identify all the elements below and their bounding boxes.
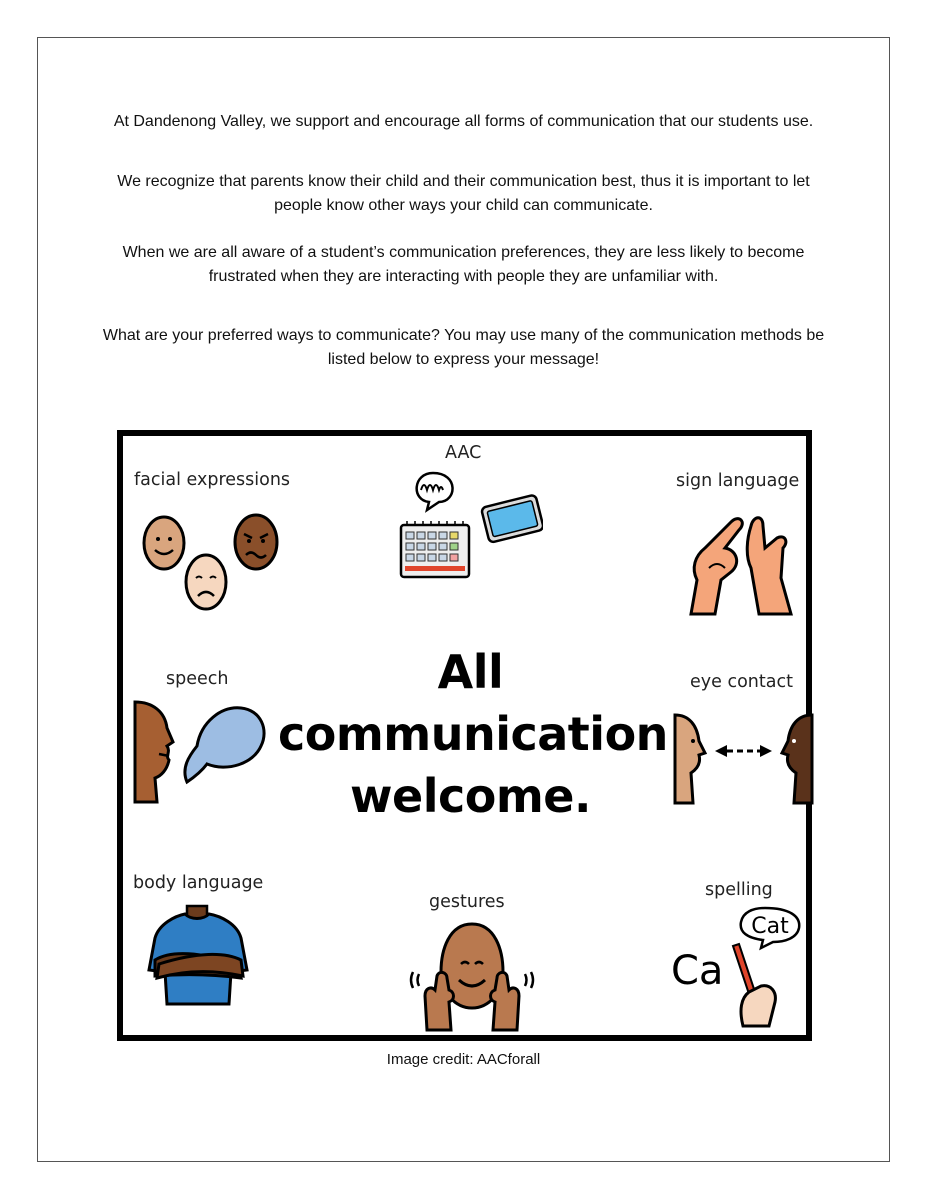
label-aac: AAC	[445, 443, 482, 463]
label-sign-language: sign language	[676, 471, 800, 491]
headline-line-3: welcome.	[350, 769, 591, 823]
speaking-person-icon	[131, 698, 271, 808]
spelling-pencil-icon	[669, 906, 809, 1028]
question-paragraph: What are your preferred ways to communicate? You may use many of the communication methods be listed below to express your message!	[102, 327, 825, 368]
label-speech: speech	[166, 669, 229, 689]
intro-paragraph: At Dandenong Valley, we support and encourage all forms of communication that our students use.	[113, 113, 814, 130]
preferences-paragraph: When we are all aware of a student’s communication preferences, they are less likely to become frustrated when they are interacting with people they are unfamiliar with.	[122, 244, 805, 285]
label-eye-contact: eye contact	[690, 672, 793, 692]
communication-poster	[117, 430, 812, 1041]
parents-paragraph: We recognize that parents know their child and their communication best, thus it is important to let people know other ways your child can communicate.	[117, 173, 810, 214]
image-credit: Image credit: AACforall	[386, 1051, 541, 1068]
headline-line-2: communication	[278, 707, 668, 761]
label-gestures: gestures	[429, 892, 505, 912]
headline-line-1: All	[437, 645, 504, 699]
label-body-language: body language	[133, 873, 264, 893]
faces-icon	[138, 508, 288, 618]
label-facial-expressions: facial expressions	[134, 470, 291, 490]
label-spelling: spelling	[705, 880, 773, 900]
spelling-bubble-text: Cat	[751, 914, 789, 939]
spelling-written-text: Ca	[671, 948, 724, 994]
crossed-arms-icon	[141, 904, 256, 1009]
eye-contact-icon	[671, 711, 816, 806]
aac-device-icon	[393, 470, 543, 580]
sign-hands-icon	[681, 508, 801, 618]
thumbs-up-icon	[407, 920, 537, 1032]
poster-headline	[278, 641, 668, 827]
